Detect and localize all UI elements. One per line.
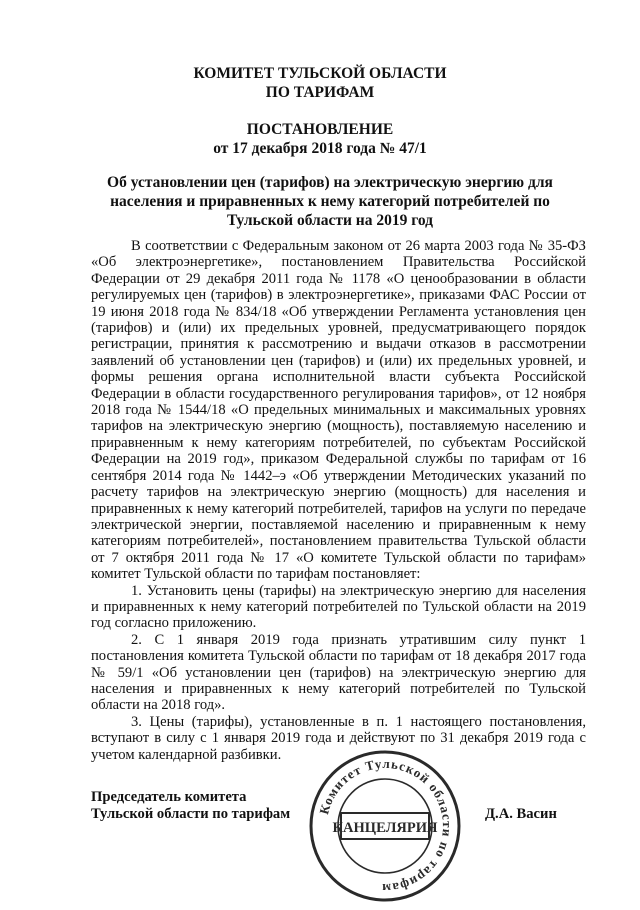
document-type: ПОСТАНОВЛЕНИЕ: [246, 121, 394, 138]
office-stamp: [306, 747, 464, 905]
document-date-number: от 17 декабря 2018 года № 47/1: [213, 140, 427, 157]
svg-text:КАНЦЕЛЯРИЯ: КАНЦЕЛЯРИЯ: [332, 820, 438, 836]
resolution-item-1: 1. Установить цены (тарифы) на электрическую энергию для населения и приравненных к нему категорий потребителей по Тульской области на 2019 год согласно приложению.: [91, 582, 586, 632]
svg-text:Комитет Тульской области по та: Комитет Тульской области по тарифам: [316, 755, 456, 897]
document-title: Об установлении цен (тарифов) на электрическую энергию для населения и приравненных к нему категорий потребителей по Тульской области на 2019 год: [107, 174, 553, 229]
org-name-line-1: КОМИТЕТ ТУЛЬСКОЙ ОБЛАСТИ: [193, 65, 447, 82]
signatory-position-line-1: Председатель комитета: [91, 789, 247, 805]
stamp-seal-graphic: [306, 747, 464, 905]
resolution-item-2: 2. С 1 января 2019 года признать утратившим силу пункт 1 постановления комитета Тульской области по тарифам от 18 декабря 2017 года № 59/1 «Об установлении цен (тарифов) на электрическую энергию для населения и приравненных к нему категорий потребителей по Тульской области на 2018 год».: [91, 631, 586, 714]
resolution-item-3: 3. Цены (тарифы), установленные в п. 1 настоящего постановления, вступают в силу с 1 января 2019 года и действуют по 31 декабря 2019 года с учетом календарной разбивки.: [91, 713, 586, 763]
signatory-position-line-2: Тульской области по тарифам: [91, 806, 291, 822]
preamble-paragraph: В соответствии с Федеральным законом от 26 марта 2003 года № 35-ФЗ «Об электроэнергетике», постановлением Правительства Российской Федерации от 29 декабря 2011 года № 1178 «О ценообразовании в области регулируемых цен (тарифов) в электроэнергетике», приказами ФАС России от 19 июня 2018 года № 834/18 «Об утверждении Регламента установления цен (тарифов) и (или) их предельных уровней, предусматривающего порядок регистрации, принятия к рассмотрению и выдачи отказов в рассмотрении заявлений об установлении цен (тарифов) и (или) их предельных уровней, и формы решения органа исполнительной власти субъекта Российской Федерации в области государственного регулирования тарифов», от 12 ноября 2018 года № 1544/18 «О предельных минимальных и максимальных уровнях тарифов на электрическую энергию (мощность), поставляемую населению и приравненным к нему категориям потребителей, по субъектам Российской Федерации на 2019 год», приказом Федеральной службы по тарифам от 16 сентября 2014 года № 1442–э «Об утверждении Методических указаний по расчету тарифов на электрическую энергию (мощность) для населения и приравненных к нему категорий потребителей, тарифов на услуги по передаче электрической энергии, поставляемой населению и приравненным к нему категориям потребителей», постановлением правительства Тульской области от 7 октября 2011 года № 17 «О комитете Тульской области по тарифам» комитет Тульской области по тарифам постановляет:: [91, 238, 586, 583]
org-name-line-2: ПО ТАРИФАМ: [265, 84, 375, 101]
signatory-name: Д.А. Васин: [485, 806, 557, 822]
document-body: [91, 238, 586, 763]
